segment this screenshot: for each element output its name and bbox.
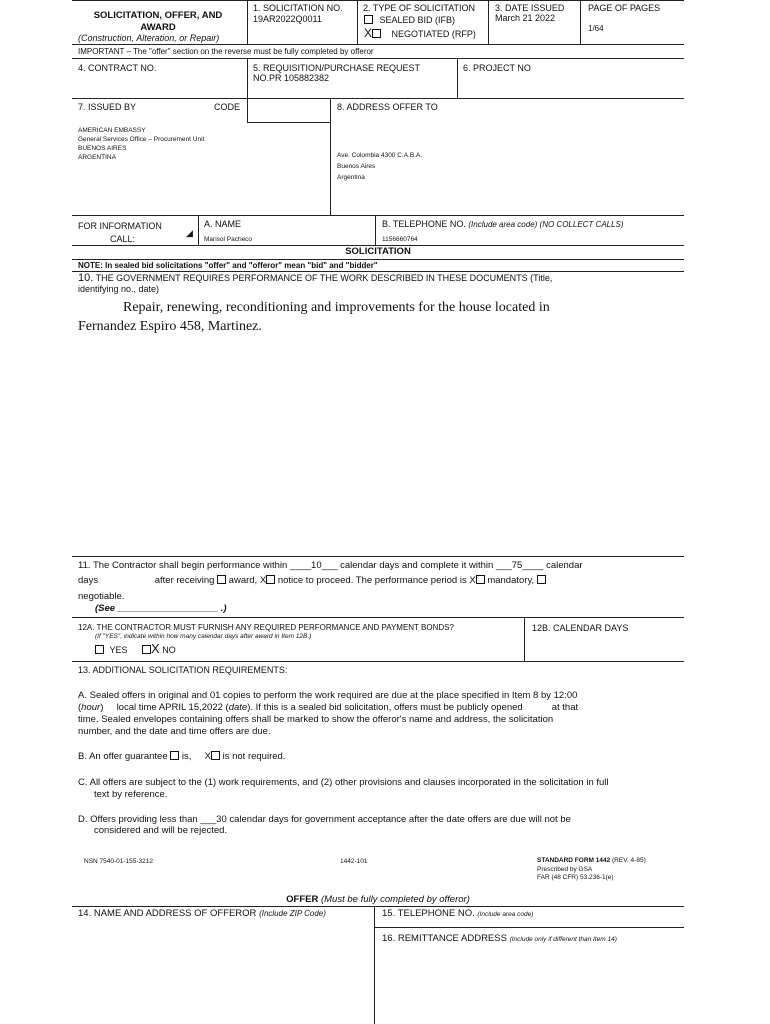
telephone-label-group <box>382 219 624 230</box>
form-title-line1: SOLICITATION, OFFER, AND <box>93 10 223 21</box>
page-of-pages-label: PAGE OF PAGES <box>588 3 661 13</box>
issued-by-code-label: CODE <box>214 102 241 112</box>
award-checkbox[interactable] <box>217 575 226 584</box>
mandatory-checkbox[interactable] <box>476 575 485 584</box>
page-of-pages-value: 1/64 <box>588 24 604 33</box>
item-13b-x: X <box>204 751 211 762</box>
item-13a-line2: (hour) local time APRIL 15,2022 (date). If this is a sealed bid solicitation, offers must be publicly opened at that <box>78 702 579 713</box>
item-15-label: 15. TELEPHONE NO. <box>382 908 475 919</box>
item-11-line1: 11. The Contractor shall begin performance within ____10___ calendar days and complete it within ___75____ calendar <box>78 560 583 571</box>
standard-form-block <box>537 857 646 883</box>
address-offer-line: Argentina <box>337 174 365 181</box>
item-11-notice: notice to proceed. The performance period is X <box>277 575 476 586</box>
item-13a-line1: A. Sealed offers in original and 01 copies to perform the work required are due at the place specified in Item 8 by 12:00 <box>78 690 578 701</box>
nsn-number: NSN 7540-01-155-3212 <box>84 858 154 865</box>
item-13c-line1: C. All offers are subject to the (1) work requirements, and (2) other provisions and clauses incorporated in the solicitation in full <box>78 777 609 788</box>
item-13d-line2: considered and will be rejected. <box>94 825 228 836</box>
item-11-award: award, X <box>228 575 267 586</box>
notice-checkbox[interactable] <box>266 575 275 584</box>
bonds-no-checkbox[interactable] <box>142 645 151 654</box>
negotiated-checkbox[interactable] <box>372 29 381 38</box>
prescribed-by: Prescribed by GSA <box>537 865 593 873</box>
call-label: CALL: <box>110 234 136 244</box>
item-13a-hour: hour <box>81 702 101 713</box>
sealed-bid-note: NOTE: In sealed bid solicitations "offer" and "offeror" mean "bid" and "bidder" <box>78 261 378 270</box>
solicitation-no-value: 19AR2022Q0011 <box>253 14 322 24</box>
issued-by-line: AMERICAN EMBASSY <box>78 127 146 134</box>
item-16-note: (Include only if different than Item 14) <box>509 936 617 943</box>
sealed-bid-label: SEALED BID (IFB) <box>379 15 456 25</box>
address-offer-line: Ave. Colombia 4300 C.A.B.A. <box>337 152 423 159</box>
item-10-label: THE GOVERNMENT REQUIRES PERFORMANCE OF THE WORK DESCRIBED IN THESE DOCUMENTS (Title, <box>95 273 553 283</box>
telephone-note: (Include area code) (NO COLLECT CALLS) <box>468 220 624 229</box>
item-12a-label: 12A. THE CONTRACTOR MUST FURNISH ANY REQUIRED PERFORMANCE AND PAYMENT BONDS? <box>78 623 454 632</box>
item-13c <box>78 777 609 801</box>
address-offer-lines <box>337 150 422 183</box>
contact-name-value: Marisol Pacheco <box>204 236 253 243</box>
bonds-options <box>95 643 176 656</box>
address-offer-label: 8. ADDRESS OFFER TO <box>337 102 438 112</box>
item-13b-post: is not required. <box>222 751 286 762</box>
work-description-line2: Fernandez Espiro 458, Martinez. <box>78 319 262 334</box>
item-11-see: (See ___________________ .) <box>95 603 227 614</box>
bonds-yes-label: YES <box>109 645 128 655</box>
item-15-note: (Include area code) <box>477 911 534 918</box>
issued-by-address <box>78 126 204 162</box>
bonds-no-mark: X <box>151 641 160 656</box>
requisition-value: NO.PR 105882382 <box>253 73 330 83</box>
important-note: IMPORTANT – The "offer" section on the reverse must be fully completed by offeror <box>78 47 374 56</box>
bonds-yes-checkbox[interactable] <box>95 645 104 654</box>
item-13a <box>78 690 678 738</box>
form-code: 1442-101 <box>340 858 368 865</box>
sealed-bid-option <box>364 15 455 26</box>
item-15 <box>382 908 533 921</box>
item-13b-pre: B. An offer guarantee <box>78 751 168 762</box>
issued-by-label: 7. ISSUED BY <box>78 102 137 112</box>
item-16 <box>382 933 617 946</box>
contract-no-label: 4. CONTRACT NO. <box>78 63 157 73</box>
solicitation-no-label: 1. SOLICITATION NO. <box>253 3 343 13</box>
arrow-icon: ◢ <box>186 228 193 238</box>
item-11-mandatory: mandatory, <box>487 575 535 586</box>
item-13c-line2: text by reference. <box>94 789 168 800</box>
guarantee-not-required-checkbox[interactable] <box>211 751 220 760</box>
item-16-label: 16. REMITTANCE ADDRESS <box>382 933 507 944</box>
standard-form-rev: (REV. 4-85) <box>612 857 646 864</box>
date-issued-label: 3. DATE ISSUED <box>495 3 565 13</box>
guarantee-is-checkbox[interactable] <box>170 751 179 760</box>
item-13b-is: is, <box>181 751 192 762</box>
item-13b <box>78 751 285 763</box>
work-description-line1: Repair, renewing, reconditioning and improvements for the house located in <box>123 300 550 315</box>
item-11-days: days <box>78 575 99 586</box>
far-reference: FAR (48 CFR) 53.236-1(e) <box>537 874 614 881</box>
item-11-line2 <box>78 575 546 587</box>
issued-by-line: ARGENTINA <box>78 154 116 161</box>
item-12a-note: (If "YES", indicate within how many calendar days after award in Item 12B.) <box>95 633 312 640</box>
offer-heading-title: OFFER <box>286 894 319 905</box>
date-issued-value: March 21 2022 <box>495 13 556 23</box>
item-13a-local: local time APRIL 15,2022 ( <box>116 702 229 713</box>
contact-name-label: A. NAME <box>204 219 242 229</box>
form-title <box>72 10 244 34</box>
item-10-text <box>78 273 678 295</box>
item-12b-label: 12B. CALENDAR DAYS <box>532 623 629 633</box>
for-information-label: FOR INFORMATION <box>78 221 162 231</box>
item-14 <box>78 908 326 920</box>
item-13a-publicly: ). If this is a sealed bid solicitation, offers must be publicly opened <box>247 702 523 713</box>
offer-heading-note: (Must be fully completed by offeror) <box>320 894 470 905</box>
requisition-label: 5. REQUISITION/PURCHASE REQUEST <box>253 63 421 73</box>
negotiated-option <box>364 28 476 40</box>
sealed-bid-checkbox[interactable] <box>364 15 373 24</box>
item-11-negotiable: negotiable. <box>78 591 125 602</box>
item-10-num: 10. <box>78 272 94 284</box>
item-13d-line1: D. Offers providing less than ___30 calendar days for government acceptance after the date offers are due will not be <box>78 814 571 825</box>
negotiated-mark: X <box>364 26 373 40</box>
item-14-label: 14. NAME AND ADDRESS OF OFFEROR <box>78 908 257 919</box>
solicitation-heading: SOLICITATION <box>345 246 411 257</box>
item-13a-at-that: at that <box>551 702 579 713</box>
item-13a-date: date <box>228 702 248 713</box>
work-description <box>78 298 550 336</box>
bonds-no-label: NO <box>162 645 176 655</box>
item-13d <box>78 814 571 835</box>
project-no-label: 6. PROJECT NO <box>463 63 531 73</box>
telephone-value: 1156660764 <box>382 236 418 243</box>
address-offer-line: Buenos Aires <box>337 163 376 170</box>
item-13a-line4: number, and the date and time offers are due. <box>78 726 271 737</box>
solicitation-type-label: 2. TYPE OF SOLICITATION <box>363 3 476 13</box>
issued-by-line: General Services Office – Procurement Unit <box>78 136 205 143</box>
issued-by-line: BUENOS AIRES <box>78 145 127 152</box>
negotiated-label: NEGOTIATED (RFP) <box>391 29 476 39</box>
form-subtitle: (Construction, Alteration, or Repair) <box>78 33 220 43</box>
negotiable-checkbox[interactable] <box>537 575 546 584</box>
telephone-label: B. TELEPHONE NO. <box>382 219 466 229</box>
standard-form-name: STANDARD FORM 1442 <box>537 857 611 864</box>
offer-heading <box>72 894 684 906</box>
item-14-note: (Include ZIP Code) <box>259 909 326 918</box>
form-title-line2: AWARD <box>140 22 176 33</box>
item-13-label: 13. ADDITIONAL SOLICITATION REQUIREMENTS: <box>78 665 288 675</box>
item-10-label2: identifying no., date) <box>78 284 160 294</box>
item-11-after: after receiving <box>154 575 215 586</box>
item-13a-line3: time. Sealed envelopes containing offers shall be marked to show the offeror's name and address, the solicitation <box>78 714 554 725</box>
